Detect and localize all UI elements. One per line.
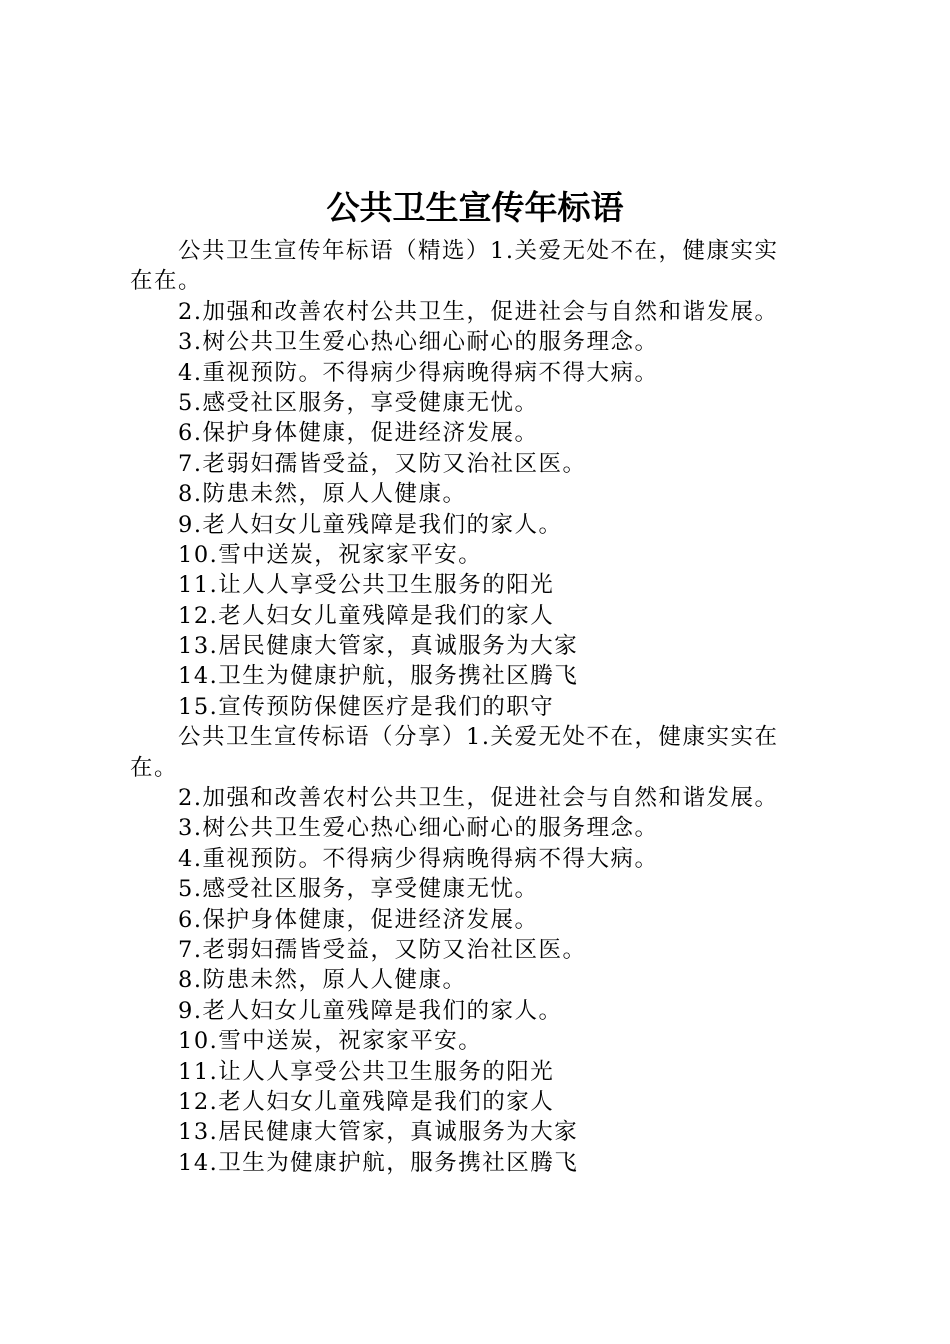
section1-item: 9.老人妇女儿童残障是我们的家人。 [178,511,563,538]
section2-item: 11.让人人享受公共卫生服务的阳光 [178,1058,555,1085]
section1-item: 10.雪中送炭，祝家家平安。 [178,541,483,568]
document-body [130,236,835,1178]
section2-item: 10.雪中送炭，祝家家平安。 [178,1028,483,1055]
section1-item: 3.树公共卫生爱心热心细心耐心的服务理念。 [178,329,659,356]
section1-item: 13.居民健康大管家，真诚服务为大家 [178,633,579,660]
section2-intro-line1: 公共卫生宣传标语（分享）1.关爱无处不在，健康实实在 [178,724,779,751]
section1-item: 8.防患未然，原人人健康。 [178,481,467,508]
section2-item: 2.加强和改善农村公共卫生，促进社会与自然和谐发展。 [178,785,779,812]
section1-item: 15.宣传预防保健医疗是我们的职守 [178,693,555,720]
section1-item: 6.保护身体健康，促进经济发展。 [178,420,539,447]
section1-item: 14.卫生为健康护航，服务携社区腾飞 [178,663,579,690]
section2-item: 13.居民健康大管家，真诚服务为大家 [178,1119,579,1146]
section2-item: 9.老人妇女儿童残障是我们的家人。 [178,997,563,1024]
section1-item: 2.加强和改善农村公共卫生，促进社会与自然和谐发展。 [178,298,779,325]
section2-item: 14.卫生为健康护航，服务携社区腾飞 [178,1149,579,1176]
page-title: 公共卫生宣传年标语 [326,188,624,227]
section1-item: 5.感受社区服务，享受健康无忧。 [178,389,539,416]
section1-intro-line2: 在在。 [130,268,203,295]
section1-intro-line1: 公共卫生宣传年标语（精选）1.关爱无处不在，健康实实 [178,238,779,264]
section2-item: 12.老人妇女儿童残障是我们的家人 [178,1088,555,1115]
section2-item: 8.防患未然，原人人健康。 [178,967,467,994]
section1-item: 11.让人人享受公共卫生服务的阳光 [178,572,555,599]
section1-item: 12.老人妇女儿童残障是我们的家人 [178,602,555,629]
section2-item: 5.感受社区服务，享受健康无忧。 [178,876,539,903]
section2-item: 3.树公共卫生爱心热心细心耐心的服务理念。 [178,815,659,842]
section1-item: 4.重视预防。不得病少得病晚得病不得大病。 [178,359,659,386]
section2-intro-line2: 在。 [130,754,179,781]
section2-item: 7.老弱妇孺皆受益，又防又治社区医。 [178,936,587,963]
section2-item: 6.保护身体健康，促进经济发展。 [178,906,539,933]
section2-item: 4.重视预防。不得病少得病晚得病不得大病。 [178,845,659,872]
section1-item: 7.老弱妇孺皆受益，又防又治社区医。 [178,450,587,477]
